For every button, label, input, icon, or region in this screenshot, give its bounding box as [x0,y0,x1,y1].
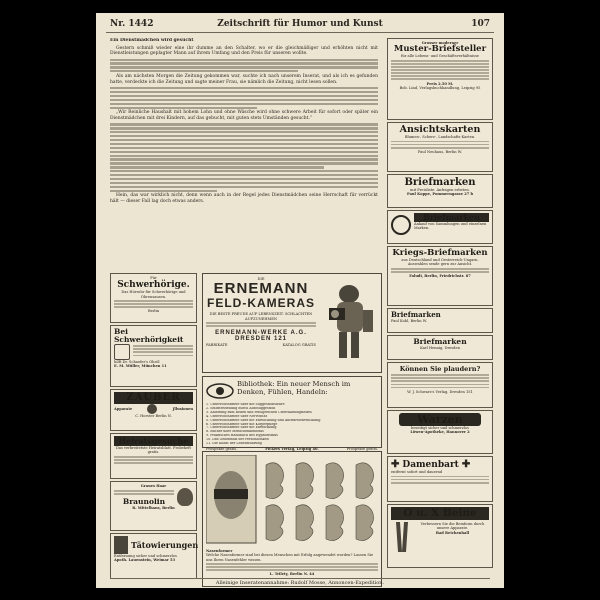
ad-title: Damenbart [402,459,459,470]
bibliothek-item: 11. Die Kunst der Lebensführung [206,442,262,446]
bibliothek-item: 3. Anleitung zum Reden und erfolgreichen Unterhaltungsleben [206,410,312,414]
ad-body: Verbessern Sie die Beinform durch unsere Apparate. [420,522,485,531]
ad-body: für alle Lebens- und Geschäftsverhältnisse [401,54,479,59]
ad-taetowierungen [110,533,197,579]
ad-publisher: Paul Kohl, Berlin W. [391,319,427,323]
ad-briefmarken-logo [387,210,493,244]
ad-publisher: Paul Neuhaus, Berlin W. [418,149,462,154]
article-paragraph: Als am nächsten Morgen die Zeitung gekommen war, suchte ich nach unserem Inserat, und als ich es gefunden hatte, verdeckte ich die Zeitung und sagte meiner Frau, sie nämlich die Zeitung, nicht lesen sollen. [110,74,378,85]
ad-body: Ankauf von Sammlungen und einzelnen Marken. [414,222,487,231]
ernemann-catalog: KATALOG GRATIS [282,343,316,348]
article-paragraph: Gestern schmiß wieder eine ihr dumme an den Schalter, wo er die gleichmäßiger und erhöhten nicht mit Dienstleistungen geplagter Mann auf ihrem Umfang und den Preis für unseren wollte. [110,45,378,56]
ad-publisher: C. Horster Berlin N. [135,414,172,418]
ad-title: Heiratsgesuche [114,436,193,446]
magician-portrait-icon [147,404,157,414]
ad-publisher: R. Mittelhaus, Berlin [132,506,175,511]
ad-title: Briefmarken [413,337,467,346]
ad-title: O u. X Beine [391,507,489,520]
bibliothek-list [206,403,378,446]
bibliothek-title: Bibliothek: Ein neuer Mensch im Denken, Fühlen, Handeln: [237,380,351,396]
cross-icon: ✚ [461,459,471,470]
ad-damenbart [387,456,493,502]
ad-body: mit Preisliste. Anfragen erbeten. [410,188,470,192]
bibliothek-item: 7. Unterrichtsbriefe über die Entwicklung [206,426,277,430]
bibliothek-item: 5. Unterrichtsbriefe über die Entwicklung und Aufwärtsentwicklung [206,418,321,422]
ad-text-lines [391,476,489,484]
ernemann-brand: ERNEMANN [213,280,309,298]
ad-bibliothek [202,376,382,451]
bibliothek-item: 8. Bücher über Menschenkenntnis [206,430,264,434]
ad-text-lines [391,60,489,80]
face-profiles-illustration [206,455,378,545]
article-subheading: Ein Dienstmädchen wird gesucht [110,38,194,43]
page-number-left: Nr. 1442 [110,19,154,29]
magazine-title: Zeitschrift für Humor und Kunst [217,19,383,29]
ad-text-lines [206,322,316,327]
ad-kicker: Grosser moderner [421,41,459,45]
ad-beine [387,504,493,568]
soldier-with-camera-illustration [319,280,377,360]
ad-publisher: Berlin [147,309,160,314]
nasen-firm: L. Trilety, Berlin N. 44 [269,572,315,577]
ad-schwerhoerigkeit [110,325,197,387]
ad-publisher: Bad Reichenhall [435,530,470,535]
ad-subtitle: Jllusionen [172,406,193,411]
middle-ad-area [202,273,382,587]
article-paragraph: „Wir Reinliche Haushalt mit hohem Lohn und ohne Wäsche wird ohne schwere Arbeit für sofort oder später ein Dienstmädchen mit drei Kindern, auf das gebucht, mit guten stets Umständen gesucht.“ [110,110,378,121]
cross-icon: ✚ [391,459,400,470]
ad-body: entfernt sofort und dauernd [391,470,443,474]
ernemann-extra: FABRIKATE [206,343,228,348]
magazine-page [96,13,504,588]
ad-schwerhoerige [110,273,197,323]
nasen-body: Welche Nasenformer sind bei diesen Menschen mit Erfolg angewendet worden? Lassen Sie uns Ihren Nasenfehler wissen. [206,553,374,562]
ad-publisher: Faludi, Berlin, Friedrichstr. 87 [409,274,471,279]
ad-text-lines [114,490,174,495]
bibliothek-item: 2. Selbsterziehung durch Autosuggestion [206,406,276,410]
article-body-lines [110,87,378,109]
page-header [106,18,494,33]
ad-nasenformer [202,451,382,587]
page-number-right: 107 [471,19,490,29]
ad-ansichtskarten [387,122,493,172]
ad-ernemann [202,273,382,373]
bibliothek-item: 1. Unterrichtsbriefe über die Suggestionslehre [206,403,285,406]
ad-briefmarken-3 [387,335,493,360]
ad-publisher: W. J. Schwarz's Verlag, Dresden 151 [407,389,473,394]
page-footer: Alleinige Inseratenannahme: Rudolf Mosse, Annoncen-Expedition. [110,578,490,586]
ernemann-firm: ERNEMANN-WERKE A.G. DRESDEN 121 [215,330,307,343]
legs-illustration-icon [391,522,413,554]
ad-publisher: E. M. Müller, München 11 [114,364,167,369]
ad-braunolin [110,481,197,531]
ad-warzen [387,410,493,454]
ad-text-lines [391,268,489,273]
ad-text-lines [114,300,193,308]
ad-title: Bei Schwerhörigkeit [114,327,184,344]
ad-subtitle: Apparate [114,406,133,411]
ad-title: Briefmarken [414,213,489,222]
ad-publisher: Bob. Lind, Verlagsbuchhandlung, Leipzig 95 [399,85,481,90]
ad-title: Briefmarken [404,177,476,188]
ad-text-lines [391,141,489,149]
left-ad-column [110,273,197,581]
eye-icon [206,380,234,402]
bibliothek-item: 4. Unterrichtsbriefe über Nervosität [206,414,267,418]
ad-price: Preis 2.50 M. [426,81,454,86]
ad-body: aus Deutschland und Oesterreich-Ungarn. Auswahlen sende gern zur Ansicht. [401,258,479,267]
ear-trumpet-icon [114,344,130,360]
ad-kicker: Graues Haar [140,484,167,488]
ad-kicker: Für [150,276,157,280]
tattooed-arm-icon [114,536,128,554]
ad-title: Kriegs-Briefmarken [392,248,488,258]
ad-body: Das Hörrohr für Schwerhörige und Ohrensausen. [121,290,186,299]
ad-text-lines [206,563,378,571]
ad-kicker: DIE [257,277,265,281]
ad-briefmarken-1 [387,174,493,208]
ernemann-product: FELD-KAMERAS [207,296,315,311]
ad-title: Briefmarken [391,310,441,319]
ad-publisher: Apoth. Lauenstein, Weimar 53 [114,558,175,563]
ad-title: Tätowierungen [131,539,199,550]
bibliothek-footer-left: Prospekte gratis. [206,446,238,451]
ad-title: Braunolin [122,496,166,506]
bibliothek-footer-right: Prospekte gratis. [346,446,378,451]
ad-plaudern [387,362,493,408]
ad-publisher: Löwen-Apotheke, Hannover 2 [410,430,470,435]
ad-body: hilft Dr. Schaefer's Ohröl [114,360,160,364]
ad-title: Ansichtskarten [399,124,481,135]
ad-body: Blumen-, Scherz-, Landschafts-Karten. [404,135,476,139]
ernemann-body: DIE BESTE FREUDE AUF LEBENSZEIT. SCHLACHTEN AUFZUNEHMEN [209,312,313,321]
ad-text-lines [391,374,489,388]
article-paragraph: Hein, das war wirklich nicht, denn wenn auch in der Regel jedes Dienstmädchen seine Herrschaft für verrückt hält — dieser Fall lag doch etwas anders. [110,193,378,204]
ad-body: Das verbreitetste Heiratsblatt. Probeheft gratis. [115,446,192,455]
ad-title: Muster-Briefsteller [393,44,487,55]
bibliothek-item: 6. Unterrichtsbriefe über die Körperpflege [206,422,278,426]
bibliothek-item: 10. Das Geheimnis der Persönlichkeit [206,438,269,442]
ad-text-lines [133,344,193,360]
nasen-title: Nasenformer [206,549,233,553]
portrait-icon [177,488,193,506]
article-column [110,38,378,266]
ad-publisher: Paul Koppe, Pommerngasse 27 b [406,192,473,197]
right-ad-column [387,38,493,570]
ad-briefsteller [387,38,493,120]
ad-body: Entfernung sicher und schmerzlos [114,554,177,558]
bibliothek-item: 9. Praktisches Handbuch des Hypnotismus [206,434,278,438]
ad-title: Warzen [399,413,481,426]
ad-heiratsgesuche [110,433,197,479]
stamp-emblem-icon [391,215,411,235]
ad-text-lines [114,456,193,464]
ad-title: ZAUBER [114,392,193,404]
ad-briefmarken-2 [387,308,493,333]
bibliothek-publisher: Fickers Verlag, Leipzig 40. [265,446,319,451]
ad-kriegs-briefmarken [387,246,493,306]
ad-zauber [110,389,197,431]
article-body-lines [110,59,378,73]
ad-title: Schwerhörige. [117,280,190,291]
article-body-lines [110,123,378,191]
ad-publisher: Karl Hennig, Dresden [420,346,460,350]
ad-body: beseitigt sicher und schmerzlos [411,426,469,430]
ad-title: Können Sie plaudern? [399,365,481,373]
